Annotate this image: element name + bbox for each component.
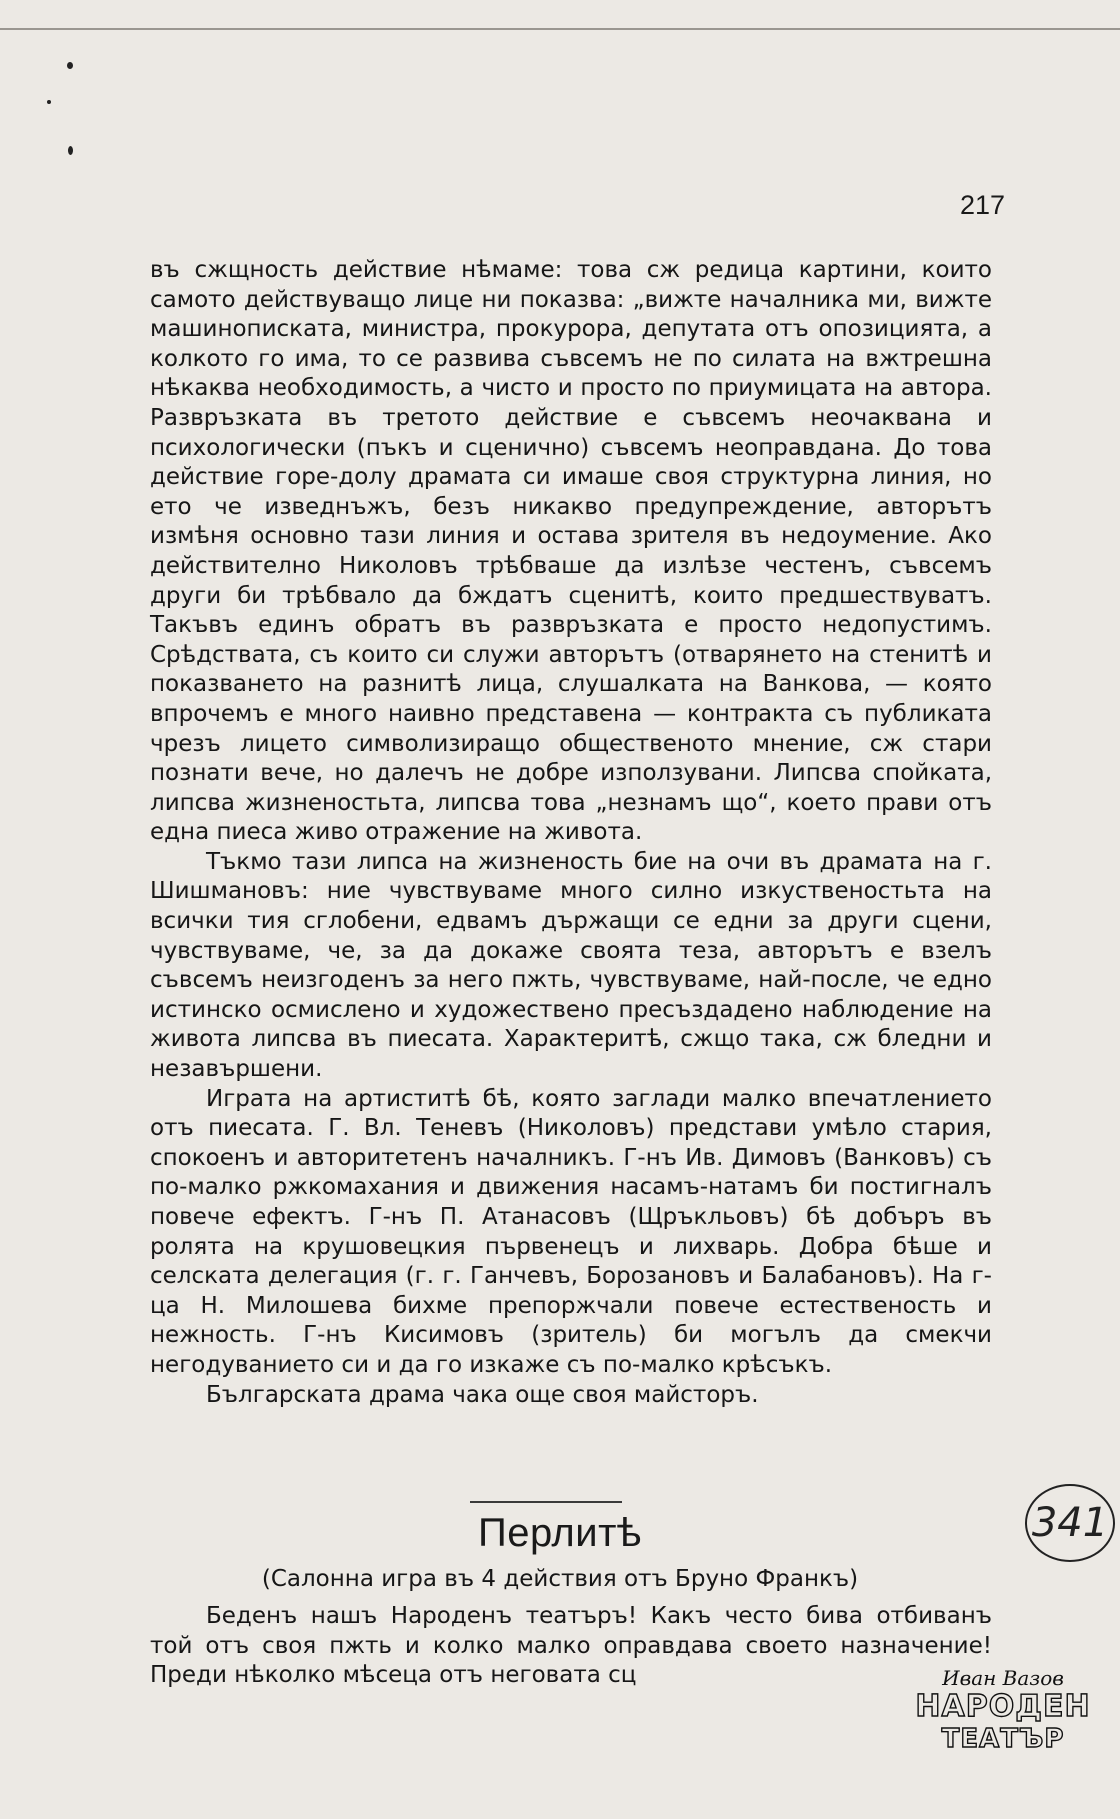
section-divider <box>470 1501 622 1503</box>
national-theatre-logo <box>898 1664 1108 1784</box>
review-body <box>150 256 992 1410</box>
ink-speck <box>47 100 51 104</box>
handwritten-archive-number: 341 <box>1025 1484 1115 1562</box>
logo-line-2: ТЕАТЪР <box>941 1724 1065 1754</box>
ink-speck <box>67 62 73 69</box>
page-edge-line <box>0 28 1120 30</box>
page-number: 217 <box>960 190 1006 220</box>
article-subtitle: (Салонна игра въ 4 действия отъ Бруно Франкъ) <box>261 1566 859 1592</box>
article-body <box>150 1602 992 1691</box>
ink-speck <box>68 146 73 155</box>
logo-line-1: НАРОДЕН <box>915 1689 1091 1724</box>
article-title: Перлитѣ <box>478 1511 642 1555</box>
paragraph: Българската драма чака още своя майсторъ. <box>206 1381 759 1408</box>
logo-signature: Иван Вазов <box>942 1666 1064 1690</box>
paragraph: Играта на артиститѣ бѣ, която заглади малко впечатлението отъ пиесата. Г. Вл. Теневъ (Николовъ) представи умѣло стария, спокоенъ и авторитетенъ началникъ. Г-нъ Ив. Димовъ (Ванковъ) съ по-малко ржкомахания и движения насамъ-натамъ би постигналъ повече ефектъ. Г-нъ П. Атанасовъ (Щръкльовъ) бѣ добъръ въ ролята на крушовецкия първенецъ и лихварь. Добра бѣше и селската делегация (г. г. Ганчевъ, Борозановъ и Балабановъ). На г-ца Н. Милошева бихме препоржчали повече естественость и нежность. Г-нъ Кисимовъ (зритель) би могълъ да смекчи негодуванието си и да го изкаже съ по-малко крѣсъкъ. <box>150 1085 992 1378</box>
paragraph: Беденъ нашъ Народенъ театъръ! Какъ често бива отбиванъ той отъ своя пжть и колко малко оправдава своето назначение! Преди нѣколко мѣсеца отъ неговата сц <box>150 1603 992 1689</box>
paragraph: Тъкмо тази липса на жизненость бие на очи въ драмата на г. Шишмановъ: ние чувствуваме много силно изкуственостьта на всички тия сглобени, едвамъ държащи се едни за други сцени, чувствуваме, че, за да докаже своята теза, авторътъ е взелъ съвсемъ неизгоденъ за него пжть, чувствуваме, най-после, че едно истинско осмислено и художествено пресъздадено наблюдение на живота липсва въ пиесата. Характеритѣ, сжщо така, сж бледни и незавършени. <box>150 848 992 1083</box>
paragraph: въ сжщность действие нѣмаме: това сж редица картини, които самото действуващо лице ни показва: „вижте началника ми, вижте машинописката, министра, прокурора, депутата отъ опозицията, а колкото го има, то се развива съвсемъ не по силата на вжтрешна нѣкаква необходимость, а чисто и просто по приумицата на автора. Развръзката въ третото действие е съвсемъ неочаквана и психологически (пъкъ и сценично) съвсемъ неоправдана. До това действие горе-долу драмата си имаше своя структурна линия, но ето че изведнъжъ, безъ никакво предупреждение, авторътъ измѣня основно тази линия и остава зрителя въ недоумение. Ако действително Николовъ трѣбваше да излѣзе честенъ, съвсемъ други би трѣбвало да бждатъ сценитѣ, които предшествуватъ. Такъвъ единъ обратъ въ развръзката е просто недопустимъ. Срѣдствата, съ които си служи авторътъ (отварянето на стенитѣ и показването на разнитѣ лица, слушалката на Ванкова, — която впрочемъ е много наивно представена — контракта съ публиката чрезъ лицето символизиращо общественото мнение, сж стари познати вече, но далечъ не добре използувани. Липсва спойката, липсва жизненостьта, липсва това „незнамъ що“, което прави отъ една пиеса живо отражение на живота. <box>150 257 992 846</box>
